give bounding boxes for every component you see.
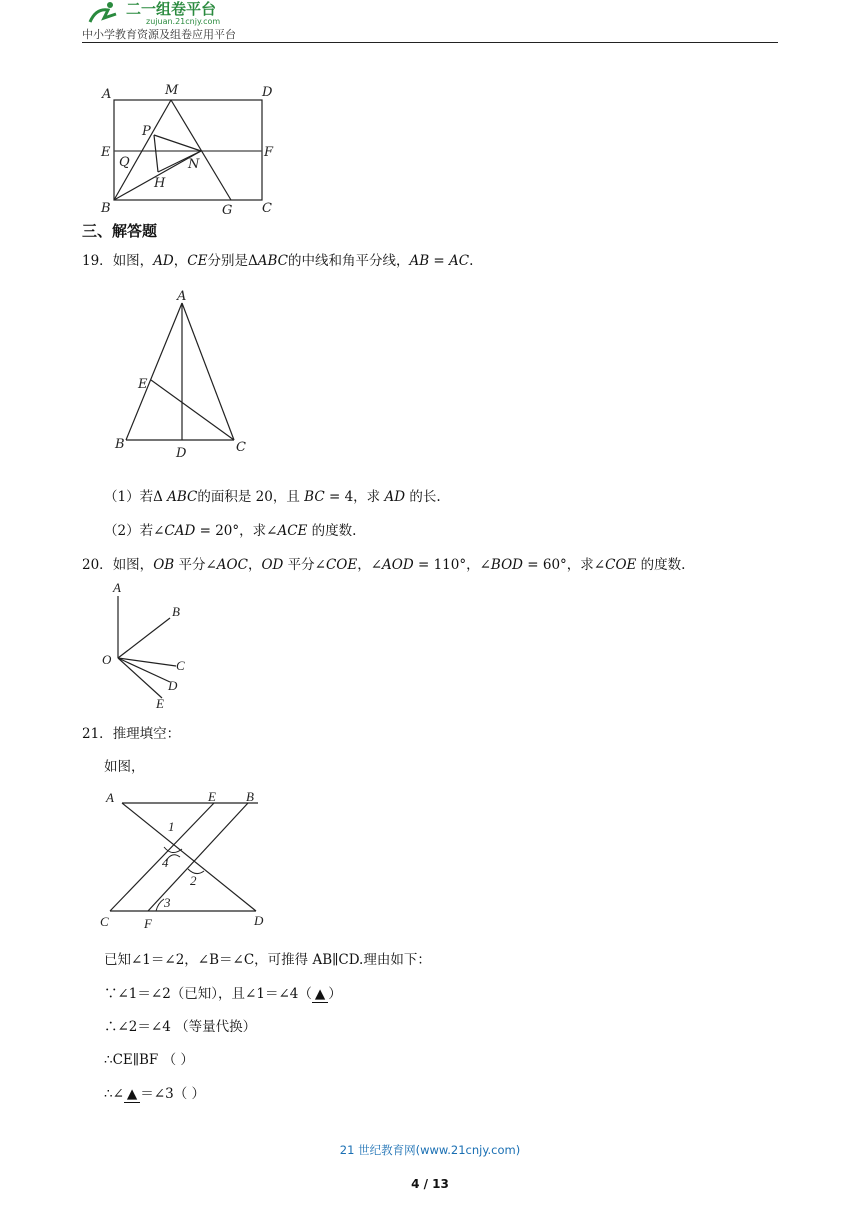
q19-math-ad: AD: [153, 253, 174, 269]
q20-math: COE: [605, 557, 637, 573]
fig19-label-E: E: [138, 377, 148, 392]
q20-text: 的度数.: [636, 557, 686, 573]
q20-text: = 110°，∠: [413, 557, 491, 573]
answer-blank[interactable]: ▲: [312, 986, 328, 1003]
fig18-label-M: M: [165, 83, 179, 98]
fig18-label-A: A: [102, 87, 112, 102]
fig21-angle-4: 4: [162, 855, 169, 870]
q21-line-2-text: ）: [328, 986, 342, 1002]
q19-part1-math: AD: [384, 489, 406, 505]
figure-parallel-lines: [96, 785, 276, 930]
answer-blank[interactable]: ▲: [124, 1086, 140, 1103]
q21-line-5-text: ＝∠3（ ）: [140, 1086, 205, 1102]
q20-text: 如图，: [112, 557, 154, 573]
header-subtitle: 中小学教育资源及组卷应用平台: [82, 28, 236, 41]
q19-part2-math: ACE: [277, 523, 308, 539]
q19-math-abc: ABC: [257, 253, 288, 269]
logo-url: zujuan.21cnjy.com: [146, 17, 221, 26]
q19-text: 如图，: [112, 253, 154, 269]
fig20-label-A: A: [113, 580, 121, 595]
fig18-label-F: F: [264, 145, 274, 160]
q21-line-2: [104, 982, 342, 1003]
q19-text: 分别是Δ: [207, 253, 258, 269]
fig20-label-E: E: [156, 696, 164, 711]
q20-text: 平分∠: [283, 557, 326, 573]
figure-angles: [96, 578, 206, 713]
fig21-angle-2: 2: [190, 873, 197, 888]
q20-math: AOC: [216, 557, 248, 573]
q21-number: 21．: [82, 726, 113, 742]
fig18-label-N: N: [188, 157, 200, 172]
fig21-label-F: F: [144, 916, 152, 930]
q19-math-ab-ac: AB = AC: [409, 253, 470, 269]
fig18-label-D: D: [262, 85, 273, 100]
logo-text: 二一组卷平台: [126, 0, 217, 18]
q19-part2: [104, 519, 356, 539]
fig21-angle-1: 1: [168, 819, 175, 834]
header-divider: [82, 42, 778, 43]
fig21-label-B: B: [246, 789, 254, 804]
q21-line-5: [104, 1082, 205, 1103]
q19-part1-text: 的长.: [405, 489, 441, 505]
q20-math: OB: [153, 557, 175, 573]
fig19-label-D: D: [176, 446, 187, 460]
q21-stem: [82, 722, 180, 742]
q20-number: 20．: [82, 557, 113, 573]
q19-part1-text: 的面积是 20，且: [197, 489, 305, 505]
q20-text: = 60°，求∠: [522, 557, 606, 573]
fig21-angle-3: 3: [164, 895, 171, 910]
q20-math: AOD: [382, 557, 414, 573]
fig21-label-C: C: [100, 914, 109, 929]
q20-stem: [82, 553, 685, 573]
q19-end: .: [469, 253, 474, 269]
fig21-label-A: A: [106, 790, 114, 805]
q19-part2-text: （2）若∠: [104, 523, 165, 539]
fig20-label-C: C: [176, 658, 185, 673]
q19-part1-math: ABC: [167, 489, 198, 505]
figure-triangle-abc: [108, 285, 258, 460]
q19-part2-text: = 20°，求∠: [195, 523, 278, 539]
q21-line-5-text: ∴∠: [104, 1086, 124, 1102]
q19-part1-text: = 4，求: [324, 489, 385, 505]
q19-math-ce: CE: [187, 253, 208, 269]
q20-math: OD: [261, 557, 284, 573]
q20-math: COE: [325, 557, 358, 573]
q21-line-1: 已知∠1＝∠2，∠B＝∠C，可推得 AB∥CD.理由如下：: [104, 952, 431, 968]
q20-math: BOD: [490, 557, 523, 573]
q19-stem: [82, 249, 473, 269]
q20-text: 平分∠: [174, 557, 217, 573]
logo-runner-icon: [82, 0, 282, 26]
footer-link[interactable]: 21 世纪教育网(www.21cnjy.com): [339, 1143, 521, 1157]
fig18-label-E: E: [101, 145, 111, 160]
q19-sep: ，: [173, 253, 188, 269]
header-logo: [82, 0, 282, 26]
q19-part1-math: BC: [304, 489, 325, 505]
fig18-label-B: B: [101, 201, 111, 216]
page-number: 4 / 13: [411, 1177, 449, 1191]
fig19-label-C: C: [236, 440, 246, 455]
q19-part2-math: CAD: [164, 523, 196, 539]
fig21-label-D: D: [254, 913, 264, 928]
q21-line-4: ∴CE∥BF （ ）: [104, 1052, 194, 1068]
figure-rectangle-problem: [96, 80, 286, 220]
q19-part1-text: （1）若Δ: [104, 489, 168, 505]
fig20-label-D: D: [168, 678, 178, 693]
q21-line-2-text: ∵∠1＝∠2（已知），且∠1＝∠4（: [104, 986, 312, 1002]
fig20-label-B: B: [172, 604, 180, 619]
q21-line-3: ∴∠2＝∠4 （等量代换）: [104, 1019, 257, 1035]
q20-text: ，: [247, 557, 262, 573]
fig21-label-E: E: [208, 789, 216, 804]
fig18-label-C: C: [262, 201, 272, 216]
q19-text: 的中线和角平分线，: [287, 253, 410, 269]
q19-part2-text: 的度数.: [307, 523, 357, 539]
fig20-label-O: O: [102, 652, 112, 667]
fig19-label-A: A: [177, 289, 187, 304]
section-title: 三、解答题: [82, 222, 158, 240]
q21-intro: 如图，: [104, 759, 145, 775]
fig18-label-P: P: [142, 124, 151, 139]
q19-number: 19．: [82, 253, 113, 269]
fig18-label-G: G: [222, 203, 233, 218]
fig18-label-H: H: [154, 176, 166, 191]
q19-part1: [104, 485, 441, 505]
fig19-label-B: B: [115, 437, 125, 452]
q21-title: 推理填空：: [112, 726, 181, 742]
q20-text: ，∠: [357, 557, 383, 573]
fig18-label-Q: Q: [119, 155, 130, 170]
